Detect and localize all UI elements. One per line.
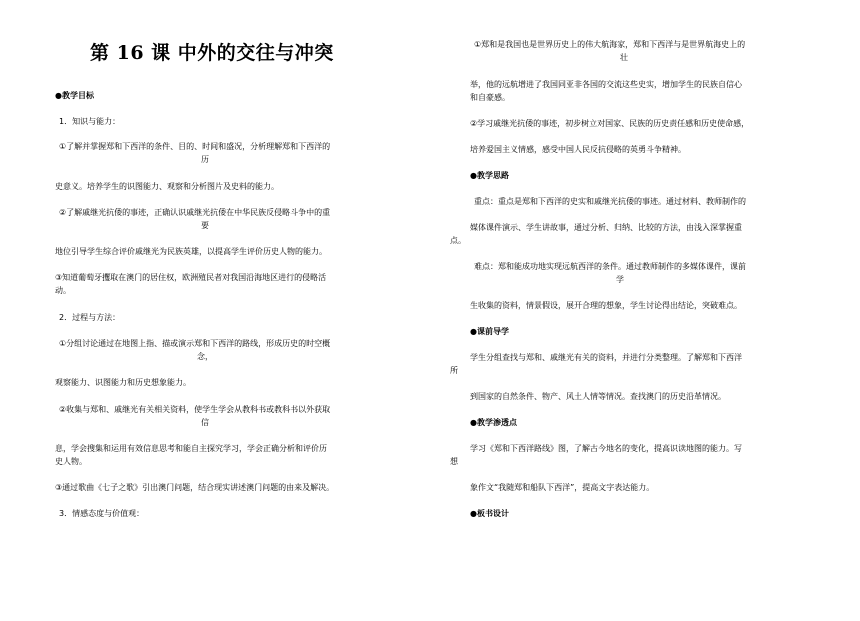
paragraph-line: 念， xyxy=(197,352,213,361)
paragraph-line: 史人物。 xyxy=(55,457,87,466)
paragraph-line: ③知道葡萄牙攫取在澳门的居住权，欧洲殖民者对我国沿海地区进行的侵略活 xyxy=(55,273,327,282)
section-heading: ●教学渗透点 xyxy=(470,418,517,427)
paragraph-line: 历 xyxy=(201,155,209,164)
paragraph-line: 信 xyxy=(201,418,209,427)
paragraph-line: 学生分组查找与郑和、戚继光有关的资料，并进行分类整理。了解郑和下西洋 xyxy=(470,353,742,362)
paragraph-line: 想 xyxy=(450,457,458,466)
paragraph-line: 举，他的远航增进了我国同亚非各国的交流这些史实，增加学生的民族自信心 xyxy=(470,80,742,89)
paragraph-line: ③通过歌曲《七子之歌》引出澳门问题，结合现实讲述澳门问题的由来及解决。 xyxy=(55,483,335,492)
paragraph-line: ①了解并掌握郑和下西洋的条件、目的、时间和盛况，分析理解郑和下西洋的 xyxy=(59,142,331,151)
paragraph-line: ②收集与郑和、戚继光有关相关资料，使学生学会从教科书或教科书以外获取 xyxy=(59,405,331,414)
subsection-heading: 2．过程与方法： xyxy=(59,313,121,322)
paragraph-line: 媒体课件演示、学生讲故事，通过分析、归纳、比较的方法，由浅入深掌握重 xyxy=(470,223,742,232)
section-heading: ●板书设计 xyxy=(470,509,509,518)
section-heading: ●教学目标 xyxy=(55,91,94,100)
paragraph-line: 观察能力、识图能力和历史想象能力。 xyxy=(55,378,191,387)
paragraph-line: 象作文“我随郑和船队下西洋”，提高文字表达能力。 xyxy=(470,483,655,492)
paragraph-line: ②了解戚继光抗倭的事迹，正确认识戚继光抗倭在中华民族反侵略斗争中的重 xyxy=(59,208,331,217)
paragraph-line: 培养爱国主义情感，感受中国人民反抗侵略的英勇斗争精神。 xyxy=(470,145,686,154)
paragraph-line: 所 xyxy=(450,366,458,375)
paragraph-line: 史意义。培养学生的识图能力、观察和分析图片及史料的能力。 xyxy=(55,182,279,191)
paragraph-line: 生收集的资料，情景假设，展开合理的想象，学生讨论得出结论，突破难点。 xyxy=(470,301,742,310)
paragraph-line: 难点：郑和能成功地实现远航西洋的条件。通过教师制作的多媒体课件，课前 xyxy=(474,262,746,271)
paragraph-line: ②学习戚继光抗倭的事迹，初步树立对国家、民族的历史责任感和历史使命感， xyxy=(470,119,750,128)
page-title: 第 16 课 中外的交往与冲突 xyxy=(90,42,334,64)
section-heading: ●教学思路 xyxy=(470,171,509,180)
paragraph-line: 地位引导学生综合评价戚继光为民族英雄，以提高学生评价历史人物的能力。 xyxy=(55,247,327,256)
paragraph-line: ①分组讨论通过在地图上指、描或演示郑和下西洋的路线，形成历史的时空概 xyxy=(59,339,331,348)
paragraph-line: 重点：重点是郑和下西洋的史实和戚继光抗倭的事迹。通过材料、教师制作的 xyxy=(474,197,746,206)
paragraph-line: 动。 xyxy=(55,286,71,295)
subsection-heading: 1．知识与能力： xyxy=(59,117,121,126)
paragraph-line: 到国家的自然条件、物产、风土人情等情况。查找澳门的历史沿革情况。 xyxy=(470,392,726,401)
paragraph-line: ①郑和是我国也是世界历史上的伟大航海家，郑和下西洋与是世界航海史上的 xyxy=(474,40,746,49)
paragraph-line: 壮 xyxy=(620,53,628,62)
paragraph-line: 息，学会搜集和运用有效信息思考和能自主探究学习，学会正确分析和评价历 xyxy=(55,444,327,453)
subsection-heading: 3．情感态度与价值观： xyxy=(59,509,145,518)
section-heading: ●课前导学 xyxy=(470,327,509,336)
paragraph-line: 点。 xyxy=(450,236,466,245)
paragraph-line: 要 xyxy=(201,221,209,230)
paragraph-line: 和自豪感。 xyxy=(470,93,510,102)
paragraph-line: 学 xyxy=(616,275,624,284)
paragraph-line: 学习《郑和下西洋路线》图，了解古今地名的变化，提高识读地图的能力。写 xyxy=(470,444,742,453)
